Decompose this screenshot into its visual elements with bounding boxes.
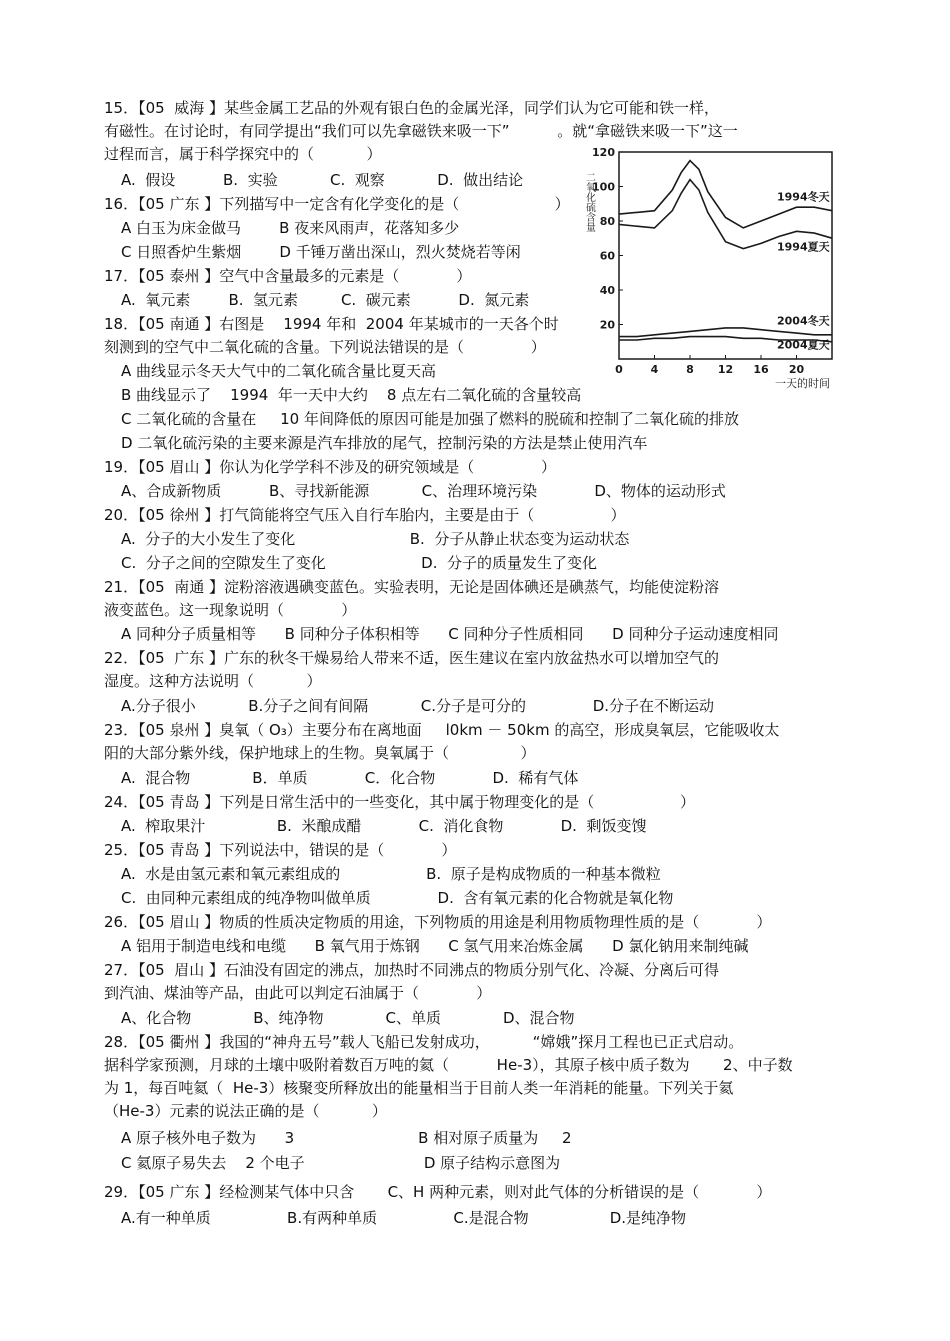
question-line: C. 由同种元素组成的纯净物叫做单质 D. 含有氧元素的化合物就是氧化物 bbox=[121, 889, 674, 907]
question-line: C 二氧化硫的含量在 10 年间降低的原因可能是加强了燃料的脱硫和控制了二氧化硫的排放 bbox=[121, 410, 739, 428]
question-line: 液变蓝色。这一现象说明（ ） bbox=[104, 601, 357, 619]
question-line: A. 分子的大小发生了变化 B. 分子从静止状态变为运动状态 bbox=[121, 530, 630, 548]
x-tick-label: 0 bbox=[615, 363, 623, 376]
question-line: A. 假设 B. 实验 C. 观察 D. 做出结论 bbox=[121, 171, 524, 189]
question-line: 为 1，每百吨氦（ He-3）核聚变所释放出的能量相当于目前人类一年消耗的能量。下列关于氦 bbox=[104, 1079, 734, 1097]
series-label: 2004夏天 bbox=[777, 338, 830, 352]
question-line: 到汽油、煤油等产品，由此可以判定石油属于（ ） bbox=[104, 984, 492, 1002]
question-line: A 曲线显示冬天大气中的二氧化硫含量比夏天高 bbox=[121, 362, 437, 380]
question-line: D 二氧化硫污染的主要来源是汽车排放的尾气，控制污染的方法是禁止使用汽车 bbox=[121, 434, 648, 452]
y-tick-label: 20 bbox=[599, 318, 615, 332]
question-line: 过程而言，属于科学探究中的（ ） bbox=[104, 145, 382, 163]
x-axis-label: 一天的时间 bbox=[775, 377, 830, 390]
question-line: A. 水是由氢元素和氧元素组成的 B. 原子是构成物质的一种基本微粒 bbox=[121, 865, 661, 883]
question-line: 25．【05 青岛 】下列说法中，错误的是（ ） bbox=[104, 841, 457, 859]
question-line: 28．【05 衢州 】我国的“神舟五号”载人飞船已发射成功， “嫦娥”探月工程也已正式启动。 bbox=[104, 1033, 744, 1051]
x-tick-label: 16 bbox=[753, 363, 769, 376]
series-label: 1994冬天 bbox=[777, 190, 830, 204]
question-line: 22．【05 广东 】广东的秋冬干燥易给人带来不适，医生建议在室内放盆热水可以增加空气的 bbox=[104, 649, 719, 667]
question-line: 29．【05 广东 】经检测某气体中只含 C、H 两种元素，则对此气体的分析错误的是（ ） bbox=[104, 1183, 772, 1201]
question-line: 湿度。这种方法说明（ ） bbox=[104, 672, 322, 690]
so2-line-chart bbox=[577, 147, 839, 400]
question-line: A 白玉为床金做马 B 夜来风雨声，花落知多少 bbox=[121, 219, 460, 237]
question-line: C. 分子之间的空隙发生了变化 D. 分子的质量发生了变化 bbox=[121, 554, 597, 572]
question-line: 18．【05 南通 】右图是 1994 年和 2004 年某城市的一天各个时 bbox=[104, 315, 559, 333]
question-line: 19．【05 眉山 】你认为化学学科不涉及的研究领域是（ ） bbox=[104, 458, 556, 476]
y-tick-label: 120 bbox=[592, 147, 615, 159]
question-line: A. 混合物 B．单质 C．化合物 D. 稀有气体 bbox=[121, 769, 579, 787]
y-tick-label: 100 bbox=[592, 180, 615, 194]
y-tick-label: 40 bbox=[599, 284, 615, 297]
x-tick-label: 8 bbox=[686, 363, 694, 376]
series-label: 2004冬天 bbox=[777, 314, 830, 328]
question-line: A 同种分子质量相等 B 同种分子体积相等 C 同种分子性质相同 D 同种分子运动速度相同 bbox=[121, 625, 779, 643]
y-axis-label: 二氧化硫含量 bbox=[583, 172, 595, 232]
question-line: A.有一种单质 B.有两种单质 C.是混合物 D.是纯净物 bbox=[121, 1209, 687, 1227]
question-line: C 日照香炉生紫烟 D 千锤万凿出深山，烈火焚烧若等闲 bbox=[121, 243, 521, 261]
x-tick-label: 12 bbox=[717, 363, 734, 376]
question-line: 阳的大部分紫外线，保护地球上的生物。臭氧属于（ ） bbox=[104, 744, 536, 762]
y-tick-label: 60 bbox=[599, 249, 615, 263]
question-line: 据科学家预测，月球的土壤中吸附着数百万吨的氦（ He-3），其原子核中质子数为 2、中子数 bbox=[104, 1056, 793, 1074]
question-line: C 氦原子易失去 2 个电子 D 原子结构示意图为 bbox=[121, 1154, 561, 1172]
question-line: 20．【05 徐州 】打气筒能将空气压入自行车胎内，主要是由于（ ） bbox=[104, 506, 626, 524]
question-line: 刻测到的空气中二氧化硫的含量。下列说法错误的是（ ） bbox=[104, 338, 546, 356]
question-line: B 曲线显示了 1994 年一天中大约 8 点左右二氧化硫的含量较高 bbox=[121, 386, 582, 404]
x-tick-label: 20 bbox=[788, 363, 805, 376]
question-line: 有磁性。在讨论时，有同学提出“我们可以先拿磁铁来吸一下” 。就“拿磁铁来吸一下”这一 bbox=[104, 122, 738, 140]
series-line-2 bbox=[619, 328, 832, 337]
question-line: 27．【05 眉山 】石油没有固定的沸点，加热时不同沸点的物质分别气化、冷凝、分离后可得 bbox=[104, 961, 719, 979]
question-line: 15．【05 威海 】某些金属工艺品的外观有银白色的金属光泽，同学们认为它可能和铁一样， bbox=[104, 99, 719, 117]
question-line: A 原子核外电子数为 3 B 相对原子质量为 2 bbox=[121, 1129, 572, 1147]
question-line: A. 氧元素 B. 氢元素 C. 碳元素 D. 氮元素 bbox=[121, 291, 530, 309]
question-line: 23．【05 泉州 】臭氧（ O₃）主要分布在离地面 l0km － 50km 的高空，形成臭氧层，它能吸收太 bbox=[104, 721, 780, 739]
x-tick-label: 4 bbox=[650, 363, 659, 376]
series-label: 1994夏天 bbox=[777, 240, 830, 254]
question-line: A、合成新物质 B、寻找新能源 C、治理环境污染 D、物体的运动形式 bbox=[121, 482, 726, 500]
question-line: 24．【05 青岛 】下列是日常生活中的一些变化，其中属于物理变化的是（ ） bbox=[104, 793, 696, 811]
question-line: 16．【05 广东 】下列描写中一定含有化学变化的是（ ） bbox=[104, 195, 570, 213]
chart-svg bbox=[577, 147, 839, 400]
y-tick-label: 80 bbox=[599, 215, 615, 228]
question-line: A、化合物 B、纯净物 C、单质 D、混合物 bbox=[121, 1009, 575, 1027]
question-line: 17．【05 泰州 】空气中含量最多的元素是（ ） bbox=[104, 267, 472, 285]
question-line: A 铝用于制造电线和电缆 B 氧气用于炼钢 C 氢气用来冶炼金属 D 氯化钠用来制纯碱 bbox=[121, 937, 749, 955]
question-line: A.分子很小 B.分子之间有间隔 C.分子是可分的 D.分子在不断运动 bbox=[121, 697, 715, 715]
question-line: 26．【05 眉山 】物质的性质决定物质的用途，下列物质的用途是利用物质物理性质的是（ ） bbox=[104, 913, 772, 931]
question-line: （He-3）元素的说法正确的是（ ） bbox=[104, 1102, 387, 1120]
question-line: A. 榨取果汁 B. 米酿成醋 C. 消化食物 D. 剩饭变馊 bbox=[121, 817, 647, 835]
question-line: 21．【05 南通 】淀粉溶液遇碘变蓝色。实验表明，无论是固体碘还是碘蒸气，均能使淀粉溶 bbox=[104, 578, 719, 596]
